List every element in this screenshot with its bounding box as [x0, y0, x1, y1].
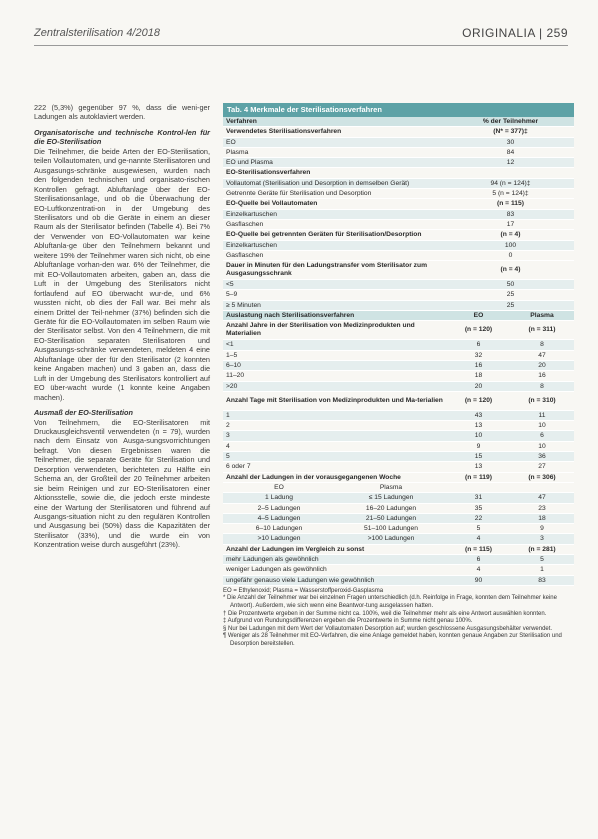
- row-eo-value: 90: [447, 575, 510, 585]
- row-label: Einzelkartuschen: [223, 240, 447, 250]
- table-row: [223, 261, 574, 280]
- table-row: [223, 230, 574, 240]
- table-row: [223, 321, 574, 340]
- loads-eo-range: 1 Ladung: [265, 494, 293, 502]
- row-label: Dauer in Minuten für den Ladungstransfer vom Sterilisator zum Ausgasungsschrank: [223, 261, 447, 280]
- table-row: [223, 462, 574, 472]
- row-value: 25: [447, 300, 574, 310]
- table-row: [223, 391, 574, 410]
- subheader-eo: EO: [447, 311, 510, 321]
- loads-label: [223, 534, 447, 544]
- row-label: <5: [223, 280, 447, 290]
- row-eo-value: 20: [447, 381, 510, 391]
- table-row: [223, 178, 574, 188]
- table-row: [223, 534, 574, 544]
- table-row: [223, 158, 574, 168]
- journal-name: Zentralsterilisation 4/2018: [34, 27, 160, 39]
- article-body-column: [34, 103, 210, 550]
- spacer: [510, 482, 574, 492]
- row-label: Vollautomat (Sterilisation und Desorption in demselben Gerät): [223, 178, 447, 188]
- section-heading: Ausmaß der EO-Sterilisation: [34, 408, 133, 418]
- row-plasma-value: 36: [510, 452, 574, 462]
- row-label: 2: [223, 421, 447, 431]
- row-label: EO-Quelle bei getrennten Geräten für Sterilisation/Desorption: [223, 230, 447, 240]
- row-label: Gasflaschen: [223, 219, 447, 229]
- table-row: [223, 311, 574, 321]
- row-eo-value: (n = 115): [447, 544, 510, 554]
- row-plasma-value: 3: [510, 534, 574, 544]
- row-plasma-value: 9: [510, 524, 574, 534]
- row-label: EO: [223, 137, 447, 147]
- table-row: [223, 482, 574, 492]
- row-value: 100: [447, 240, 574, 250]
- footnote: * Die Anzahl der Teilnehmer war bei einzelnen Fragen unterschiedlich (d.h. Reinfolge in Frage, konnten dem Teilnehmer keine Antwort). Außerdem, wie sich wenn eine Beantwor-tung ausgelassen hatten.: [223, 595, 557, 610]
- loads-label: [223, 493, 447, 503]
- row-plasma-value: (n = 310): [510, 391, 574, 410]
- row-eo-value: 9: [447, 441, 510, 451]
- row-value: 83: [447, 209, 574, 219]
- page-header: [0, 0, 598, 50]
- table-row: [223, 431, 574, 441]
- loads-eo-range: >10 Ladungen: [257, 535, 301, 543]
- column-header: Verfahren: [223, 117, 447, 127]
- row-value: 25: [447, 290, 574, 300]
- table-row: [223, 147, 574, 157]
- row-label: EO und Plasma: [223, 158, 447, 168]
- table-row: [223, 189, 574, 199]
- row-eo-value: 15: [447, 452, 510, 462]
- footnote: ‡ Aufgrund von Rundungsdifferenzen ergeben die Prozentwerte in Summe nicht genau 100%.: [223, 618, 473, 625]
- row-plasma-value: 8: [510, 381, 574, 391]
- table-row: [223, 240, 574, 250]
- row-eo-value: 13: [447, 462, 510, 472]
- row-value: [447, 168, 574, 178]
- row-label: EO-Quelle bei Vollautomaten: [223, 199, 447, 209]
- footnote: § Nur bei Ladungen mit dem Wert der Vollautomaten Desorption auf; wurden geschlossene Ausgasungsbehälter verwendet.: [223, 625, 553, 632]
- table-row: [223, 340, 574, 350]
- row-plasma-value: (n = 306): [510, 472, 574, 482]
- row-label: Anzahl der Ladungen im Vergleich zu sonst: [223, 544, 447, 554]
- row-eo-value: 6: [447, 554, 510, 564]
- table-row: [223, 250, 574, 260]
- loads-label: [223, 503, 447, 513]
- header-rule: [34, 45, 568, 46]
- row-label: Anzahl Jahre in der Sterilisation von Medizinprodukten und Materialien: [223, 321, 447, 340]
- table-row: [223, 565, 574, 575]
- row-value: (n = 4): [447, 230, 574, 240]
- table-row: [223, 421, 574, 431]
- row-value: (n = 115): [447, 199, 574, 209]
- row-value: (N* = 377)‡: [447, 127, 574, 137]
- table-row: [223, 575, 574, 585]
- table-row: [223, 524, 574, 534]
- body-paragraph: Von Teilnehmern, die EO-Sterilisatoren mit Druckausgleichsventil verwendeten (n = 79), wurden nach dem Einsatz von Ausga-sungsvorrichtungen befragt. Von diesen Ergebnissen waren die Teilnehmer, die separate Geräte für Sterilisation und Desorption verwendeten, berichteten zu Hälfte ein Schema an, der Großteil der 20 Teilnehmer arbeiten sie beim Reinigen und zur EO-Sterilisatoren einer Aktionsstelle, sowie die, die jedoch erste mindeste eine der Wartung der Sterilisatoren und führend auf Ausgangs-situation nicht zu den regulären Kontrollen und Ausgasung bei (50%) dass die Kapazitäten der Sterilisator (33%), und die wurde ein von Konzentration weise durch ausgeführt (23%).: [34, 417, 210, 550]
- section-page-label: ORIGINALIA | 259: [462, 26, 568, 40]
- row-value: 5 (n = 124)‡: [447, 189, 574, 199]
- table-row: [223, 441, 574, 451]
- row-value: 12: [447, 158, 574, 168]
- row-value: 50: [447, 280, 574, 290]
- loads-plasma-range: 51–100 Ladungen: [364, 525, 418, 533]
- row-label: Gasflaschen: [223, 250, 447, 260]
- row-eo-value: 6: [447, 340, 510, 350]
- table-row: [223, 513, 574, 523]
- row-eo-value: 5: [447, 524, 510, 534]
- row-value: 17: [447, 219, 574, 229]
- subheader-label: Auslastung nach Sterilisationsverfahren: [223, 311, 447, 321]
- row-label: weniger Ladungen als gewöhnlich: [223, 565, 447, 575]
- row-label: >20: [223, 381, 447, 391]
- row-eo-value: 35: [447, 503, 510, 513]
- table-row: [223, 381, 574, 391]
- row-label: mehr Ladungen als gewöhnlich: [223, 554, 447, 564]
- row-label: Getrennte Geräte für Sterilisation und Desorption: [223, 189, 447, 199]
- row-plasma-value: 27: [510, 462, 574, 472]
- row-value: (n = 4): [447, 261, 574, 280]
- row-plasma-value: 1: [510, 565, 574, 575]
- row-eo-value: 4: [447, 534, 510, 544]
- body-paragraph: 222 (5,3%) gegenüber 97 %, dass die weni-ger Ladungen als autoklaviert werden.: [34, 103, 210, 122]
- row-eo-value: 43: [447, 410, 510, 420]
- loads-col-headers: [223, 482, 447, 492]
- row-plasma-value: 47: [510, 350, 574, 360]
- row-label: Verwendetes Sterilisationsverfahren: [223, 127, 447, 137]
- table-row: [223, 503, 574, 513]
- row-value: 94 (n = 124)‡: [447, 178, 574, 188]
- table-row: [223, 371, 574, 381]
- row-label: 6 oder 7: [223, 462, 447, 472]
- row-eo-value: 4: [447, 565, 510, 575]
- table-4: [223, 103, 574, 649]
- row-eo-value: 16: [447, 360, 510, 370]
- row-plasma-value: 8: [510, 340, 574, 350]
- table-row: [223, 544, 574, 554]
- row-plasma-value: 18: [510, 513, 574, 523]
- row-eo-value: 13: [447, 421, 510, 431]
- table-row: [223, 168, 574, 178]
- table-title: Tab. 4 Merkmale der Sterilisationsverfahren: [223, 103, 574, 117]
- row-plasma-value: 16: [510, 371, 574, 381]
- loads-col-eo: EO: [274, 483, 284, 491]
- table-row: [223, 300, 574, 310]
- table-row: [223, 410, 574, 420]
- row-plasma-value: (n = 281): [510, 544, 574, 554]
- loads-plasma-range: >100 Ladungen: [367, 535, 415, 543]
- table-row: [223, 137, 574, 147]
- row-label: 5: [223, 452, 447, 462]
- row-plasma-value: 83: [510, 575, 574, 585]
- table-footnotes: [223, 588, 574, 649]
- row-label: Anzahl der Ladungen in der vorausgegangenen Woche: [223, 472, 447, 482]
- row-label: ungefähr genauso viele Ladungen wie gewöhnlich: [223, 575, 447, 585]
- loads-eo-range: 6–10 Ladungen: [255, 525, 303, 533]
- row-label: 1: [223, 410, 447, 420]
- table-row: [223, 199, 574, 209]
- table-row: [223, 117, 574, 127]
- footnote: † Die Prozentwerte ergeben in der Summe nicht ca. 100%, weil die Teilnehmer mehr als eine Antwort auswählen konnten.: [223, 610, 547, 617]
- table-row: [223, 127, 574, 137]
- table-row: [223, 350, 574, 360]
- loads-label: [223, 524, 447, 534]
- row-plasma-value: 20: [510, 360, 574, 370]
- subheader-plasma: Plasma: [510, 311, 574, 321]
- row-plasma-value: 5: [510, 554, 574, 564]
- table-row: [223, 280, 574, 290]
- row-label: Einzelkartuschen: [223, 209, 447, 219]
- row-plasma-value: 47: [510, 493, 574, 503]
- row-label: 11–20: [223, 371, 447, 381]
- row-eo-value: (n = 120): [447, 391, 510, 410]
- loads-plasma-range: ≤ 15 Ladungen: [368, 494, 414, 502]
- row-plasma-value: 23: [510, 503, 574, 513]
- row-label: 4: [223, 441, 447, 451]
- row-label: ≥ 5 Minuten: [223, 300, 447, 310]
- column-header: % der Teilnehmer: [447, 117, 574, 127]
- row-plasma-value: 10: [510, 441, 574, 451]
- row-eo-value: (n = 120): [447, 321, 510, 340]
- table-body: [223, 117, 574, 586]
- row-label: Anzahl Tage mit Sterilisation von Medizinprodukten und Ma-terialien: [223, 391, 447, 410]
- row-label: 3: [223, 431, 447, 441]
- row-label: Plasma: [223, 147, 447, 157]
- body-paragraph: Die Teilnehmer, die beide Arten der EO-Sterilisation, teilen Vollautomaten, und ge-nannte Sterilisatoren und Ausgasungs-schränke ausgewiesen, wurden nach den folgenden technischen und organisato-rischen Kontrollen gefragt. Abluftanlage über der EO-Sterilisationsanlage, und ob die Überwachung der EO-Luftkonzentrati-on in der Umgebung des Sterilisators und ob die Geräte in einem an dieser Raum als der Sterilisator befinden (Tabelle 4). Bei 7% der Verwender von EO-Vollautomaten war keine Abluftanla-ge über den Teilnehmern bekannt und weitere 19% der Teilnehmer waren sich nicht, ob eine Abluftanlage vorhan-den war. 6% der Teilnehmer, die mit EO-Vollautomaten arbeiten, gaben an, dass die Luft in der Umgebung des Sterilisators nicht fortlaufend auf EO überwacht wur-de, und 6% wussten nicht, ob dies der Fall war. Bei mehr als einem Drittel der Teil-nehmer (37%) befinden sich die Geräte für die EO-Vollautomaten im selben Raum wie der Sterilisator selbst. Von den 4 Teilnehmern, die mit EO-Sterilisation separaten Sterilisatoren und Ausgasungs-schränke verwendeten, meldeten 4 eine Abluftanlage über der für den Sterilisator (2 konnten keine Angaben machen) und 3 gaben an, dass die Luft in der Umgebung des Sterilisators kontrolliert auf EO über-wacht wurde (1 konnte keine Angaben machen).: [34, 146, 210, 402]
- row-plasma-value: (n = 311): [510, 321, 574, 340]
- row-eo-value: (n = 119): [447, 472, 510, 482]
- loads-eo-range: 4–5 Ladungen: [257, 514, 301, 522]
- row-label: EO-Sterilisationsverfahren: [223, 168, 447, 178]
- row-eo-value: 31: [447, 493, 510, 503]
- table-row: [223, 554, 574, 564]
- row-eo-value: 10: [447, 431, 510, 441]
- table-row: [223, 360, 574, 370]
- table-row: [223, 219, 574, 229]
- row-label: 5–9: [223, 290, 447, 300]
- table-row: [223, 472, 574, 482]
- row-value: 0: [447, 250, 574, 260]
- loads-eo-range: 2–5 Ladungen: [257, 504, 301, 512]
- row-plasma-value: 6: [510, 431, 574, 441]
- row-plasma-value: 11: [510, 410, 574, 420]
- loads-label: [223, 513, 447, 523]
- table-row: [223, 493, 574, 503]
- loads-plasma-range: 16–20 Ladungen: [365, 504, 417, 512]
- footnote: ¶ Weniger als 28 Teilnehmer mit EO-Verfahren, die eine Anlage gemeldet haben, konnten genaue Angaben zur Sterilisation und Desorption bereitstellen.: [223, 633, 562, 648]
- row-label: <1: [223, 340, 447, 350]
- row-eo-value: 18: [447, 371, 510, 381]
- row-label: 1–5: [223, 350, 447, 360]
- row-eo-value: 22: [447, 513, 510, 523]
- table-row: [223, 209, 574, 219]
- table-row: [223, 452, 574, 462]
- loads-plasma-range: 21–50 Ladungen: [365, 514, 417, 522]
- section-heading: Organisatorische und technische Kontrol-len für die EO-Sterilisation: [34, 127, 210, 147]
- row-value: 30: [447, 137, 574, 147]
- row-plasma-value: 10: [510, 421, 574, 431]
- spacer: [447, 482, 510, 492]
- footnote: EO = Ethylenoxid; Plasma = Wasserstoffperoxid-Gasplasma: [223, 587, 384, 594]
- row-value: 84: [447, 147, 574, 157]
- row-label: 6–10: [223, 360, 447, 370]
- row-eo-value: 32: [447, 350, 510, 360]
- table-row: [223, 290, 574, 300]
- loads-col-plasma: Plasma: [379, 483, 403, 491]
